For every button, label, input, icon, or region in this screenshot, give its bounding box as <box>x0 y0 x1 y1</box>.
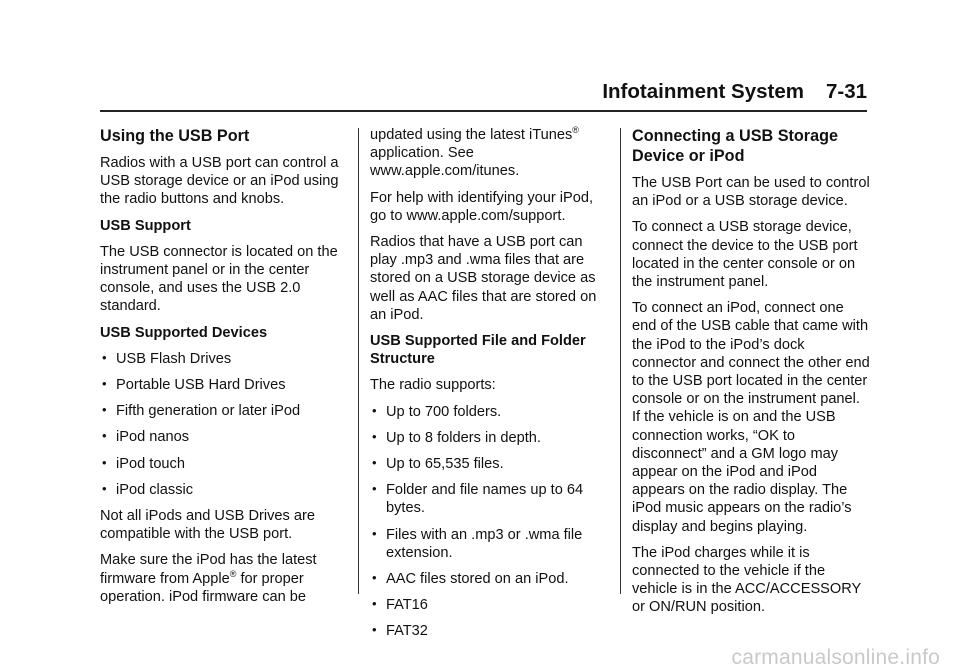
list-item: • iPod nanos <box>102 428 190 446</box>
list-item: • Up to 700 folders. <box>372 402 502 420</box>
bullet-icon: • <box>372 622 377 638</box>
bullet-icon: • <box>102 454 107 470</box>
subheading-file-folder-structure: USB Supported File and Folder Structure <box>370 333 586 368</box>
supports-list <box>370 403 608 641</box>
list-item: • AAC files stored on an iPod. <box>372 570 569 588</box>
column-3 <box>632 126 872 625</box>
bullet-icon: • <box>102 480 107 496</box>
list-item: • FAT16 <box>372 596 428 614</box>
bullet-icon: • <box>372 428 377 444</box>
page-number: 7-31 <box>825 80 867 103</box>
paragraph-itunes: updated using the latest iTunes® application. See www.apple.com/itunes. <box>370 125 579 180</box>
bullet-icon: • <box>372 570 377 586</box>
list-item: • Up to 8 folders in depth. <box>372 428 541 446</box>
paragraph-usb-support: The USB connector is located on the instrument panel or in the center console, and uses the USB 2.0 standard. <box>100 243 338 315</box>
subheading-usb-support: USB Support <box>100 217 191 234</box>
paragraph-radios: Radios that have a USB port can play .mp3 and .wma files that are stored on a USB storage device as well as AAC files that are stored on an iPod. <box>370 234 597 323</box>
heading-using-usb-port: Using the USB Port <box>100 127 250 145</box>
heading-connecting-usb: Connecting a USB Storage Device or iPod <box>632 127 838 165</box>
paragraph-compatibility: Not all iPods and USB Drives are compatible with the USB port. <box>100 508 315 543</box>
paragraph-connect-ipod: To connect an iPod, connect one end of the USB cable that came with the iPod to the iPod’s dock connector and connect the other end to the USB port located in the center console or on the instrument panel. If the vehicle is on and the USB connection works, “OK to disconnect” and a GM logo may appear on the iPod and iPod appears on the radio display. The iPod music appears on the radio’s display and begins playing. <box>632 300 870 535</box>
header-rule <box>100 110 867 112</box>
bullet-icon: • <box>372 596 377 612</box>
bullet-icon: • <box>102 428 107 444</box>
list-item: • USB Flash Drives <box>102 349 232 367</box>
column-divider <box>620 128 621 594</box>
list-item: • Folder and file names up to 64 bytes. <box>372 481 584 517</box>
paragraph-firmware: Make sure the iPod has the latest firmware from Apple® for proper operation. iPod firmware can be <box>100 552 317 605</box>
subheading-supported-devices: USB Supported Devices <box>100 324 268 341</box>
paragraph-connect-storage: To connect a USB storage device, connect the device to the USB port located in the center console or on the instrument panel. <box>632 219 858 291</box>
list-item: • FAT32 <box>372 622 428 640</box>
bullet-icon: • <box>102 376 107 392</box>
devices-list <box>100 350 346 499</box>
page-header <box>0 0 960 112</box>
list-item: • Portable USB Hard Drives <box>102 376 286 394</box>
paragraph-ipod-charges: The iPod charges while it is connected to the vehicle if the vehicle is in the ACC/ACCESSORY or ON/RUN position. <box>632 544 862 616</box>
paragraph-help: For help with identifying your iPod, go to www.apple.com/support. <box>370 189 594 224</box>
section-title: Infotainment System <box>602 80 804 103</box>
paragraph-intro: Radios with a USB port can control a USB storage device or an iPod using the radio buttons and knobs. <box>100 155 339 208</box>
column-divider <box>358 128 359 594</box>
list-item: • iPod classic <box>102 480 194 498</box>
list-item: • iPod touch <box>102 454 185 472</box>
column-1 <box>100 126 346 614</box>
registered-mark: ® <box>572 125 579 136</box>
bullet-icon: • <box>372 455 377 471</box>
list-item: • Files with an .mp3 or .wma file extension. <box>372 525 583 561</box>
page-footer <box>0 646 960 672</box>
registered-mark: ® <box>229 568 237 579</box>
paragraph-usb-port-use: The USB Port can be used to control an iPod or a USB storage device. <box>632 175 870 210</box>
bullet-icon: • <box>372 402 377 418</box>
watermark: carmanualsonline.info <box>731 646 940 669</box>
paragraph-radio-supports: The radio supports: <box>370 377 496 394</box>
bullet-icon: • <box>372 525 377 541</box>
column-2 <box>370 126 608 649</box>
list-item: • Up to 65,535 files. <box>372 455 504 473</box>
list-item: • Fifth generation or later iPod <box>102 402 301 420</box>
bullet-icon: • <box>372 481 377 497</box>
bullet-icon: • <box>102 349 107 365</box>
running-head <box>602 80 867 104</box>
bullet-icon: • <box>102 402 107 418</box>
